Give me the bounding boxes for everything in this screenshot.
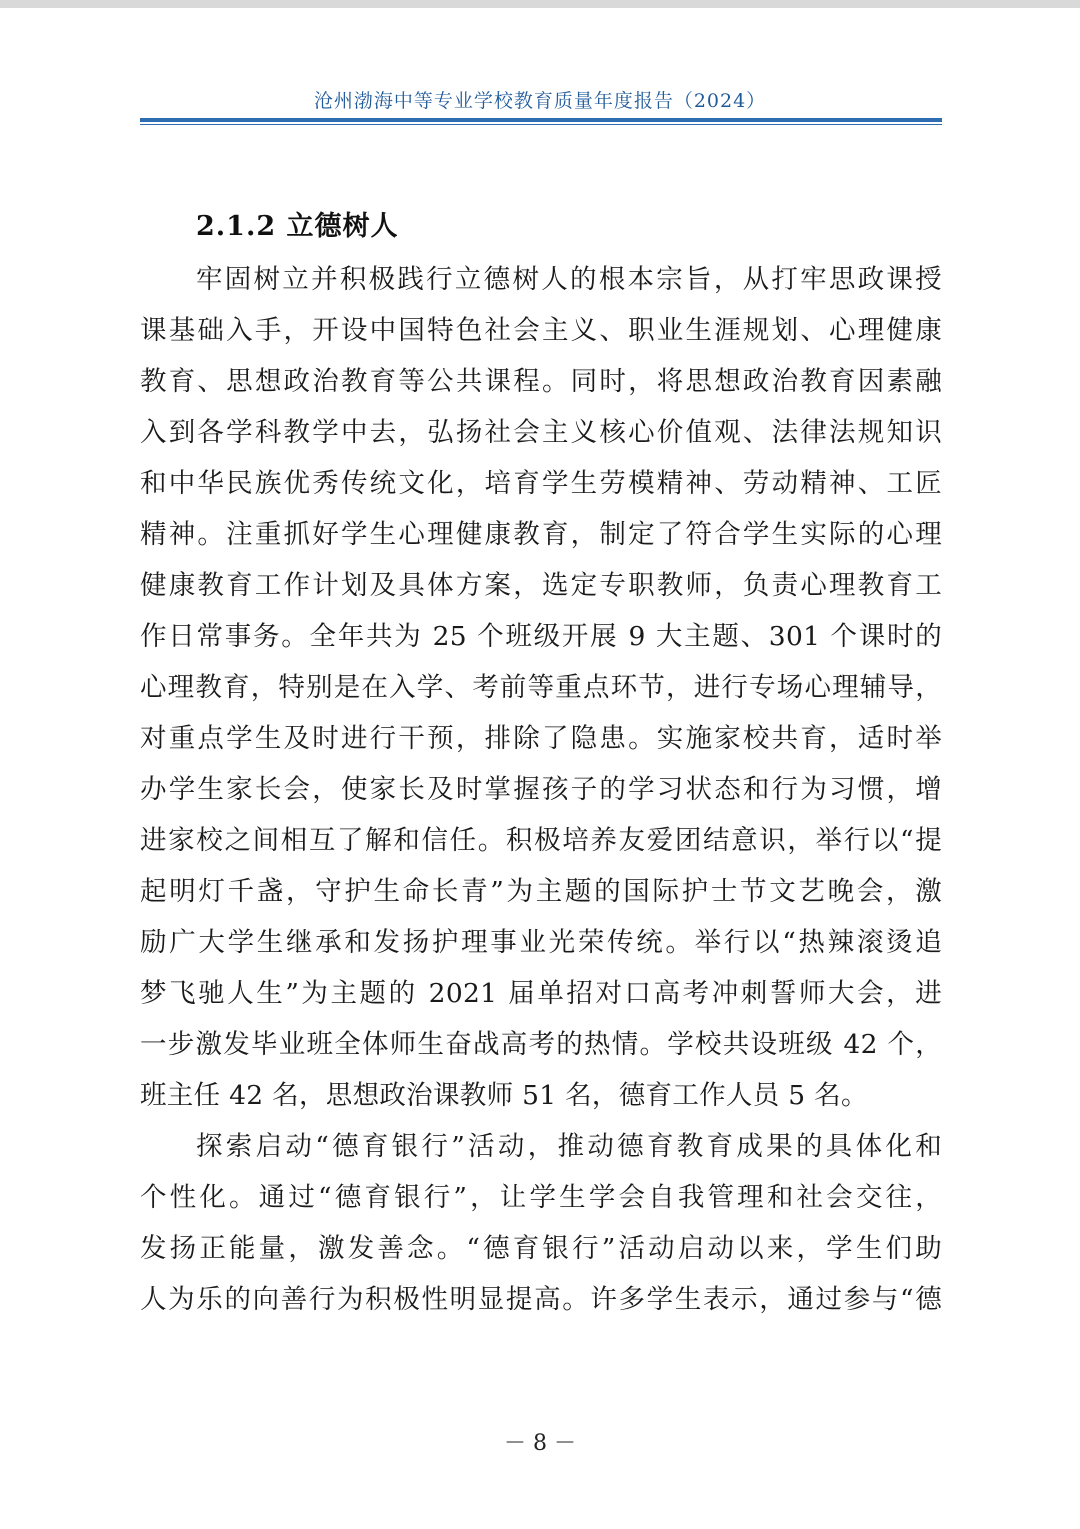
paragraph-1-line: 办学生家长会，使家长及时掌握孩子的学习状态和行为习惯，增 — [140, 774, 942, 805]
paragraph-1-line: 心理教育，特别是在入学、考前等重点环节，进行专场心理辅导， — [140, 672, 942, 703]
paragraph-1-line: 牢固树立并积极践行立德树人的根本宗旨，从打牢思政课授 — [196, 264, 942, 295]
paragraph-1-line: 班主任 42 名，思想政治课教师 51 名，德育工作人员 5 名。 — [140, 1080, 868, 1111]
paragraph-1-line: 进家校之间相互了解和信任。积极培养友爱团结意识，举行以“提 — [140, 825, 942, 856]
body-text — [140, 254, 942, 1325]
header-rule-thin — [140, 124, 942, 125]
paragraph-1-line: 和中华民族优秀传统文化，培育学生劳模精神、劳动精神、工匠 — [140, 468, 942, 499]
paragraph-1-line: 起明灯千盏，守护生命长青”为主题的国际护士节文艺晚会，激 — [140, 876, 942, 907]
paragraph-2-line: 探索启动“德育银行”活动，推动德育教育成果的具体化和 — [196, 1131, 942, 1162]
paragraph-2-line: 个性化。通过“德育银行”，让学生学会自我管理和社会交往， — [140, 1182, 942, 1213]
paragraph-1-line: 健康教育工作计划及具体方案，选定专职教师，负责心理教育工 — [140, 570, 942, 601]
paragraph-1-line: 课基础入手，开设中国特色社会主义、职业生涯规划、心理健康 — [140, 315, 942, 346]
header-rule — [140, 118, 942, 122]
paragraph-1-line: 对重点学生及时进行干预，排除了隐患。实施家校共育，适时举 — [140, 723, 942, 754]
paragraph-1-line: 励广大学生继承和发扬护理事业光荣传统。举行以“热辣滚烫追 — [140, 927, 942, 958]
paragraph-1-line: 一步激发毕业班全体师生奋战高考的热情。学校共设班级 42 个， — [140, 1029, 942, 1060]
running-header: 沧州渤海中等专业学校教育质量年度报告（2024） — [313, 90, 767, 112]
top-band — [0, 0, 1080, 8]
paragraph-1-line: 精神。注重抓好学生心理健康教育，制定了符合学生实际的心理 — [140, 519, 942, 550]
page-number: － 8 － — [504, 1431, 576, 1456]
paragraph-1-line: 作日常事务。全年共为 25 个班级开展 9 大主题、301 个课时的 — [140, 621, 942, 652]
paragraph-2-line: 人为乐的向善行为积极性明显提高。许多学生表示，通过参与“德 — [140, 1284, 942, 1315]
paragraph-2-line: 发扬正能量，激发善念。“德育银行”活动启动以来，学生们助 — [140, 1233, 942, 1264]
paragraph-1-line: 教育、思想政治教育等公共课程。同时，将思想政治教育因素融 — [140, 366, 942, 397]
paragraph-1-line: 入到各学科教学中去，弘扬社会主义核心价值观、法律法规知识 — [140, 417, 942, 448]
section-heading: 2.1.2 立德树人 — [196, 211, 399, 242]
paragraph-1-line: 梦飞驰人生”为主题的 2021 届单招对口高考冲刺誓师大会，进 — [140, 978, 942, 1009]
